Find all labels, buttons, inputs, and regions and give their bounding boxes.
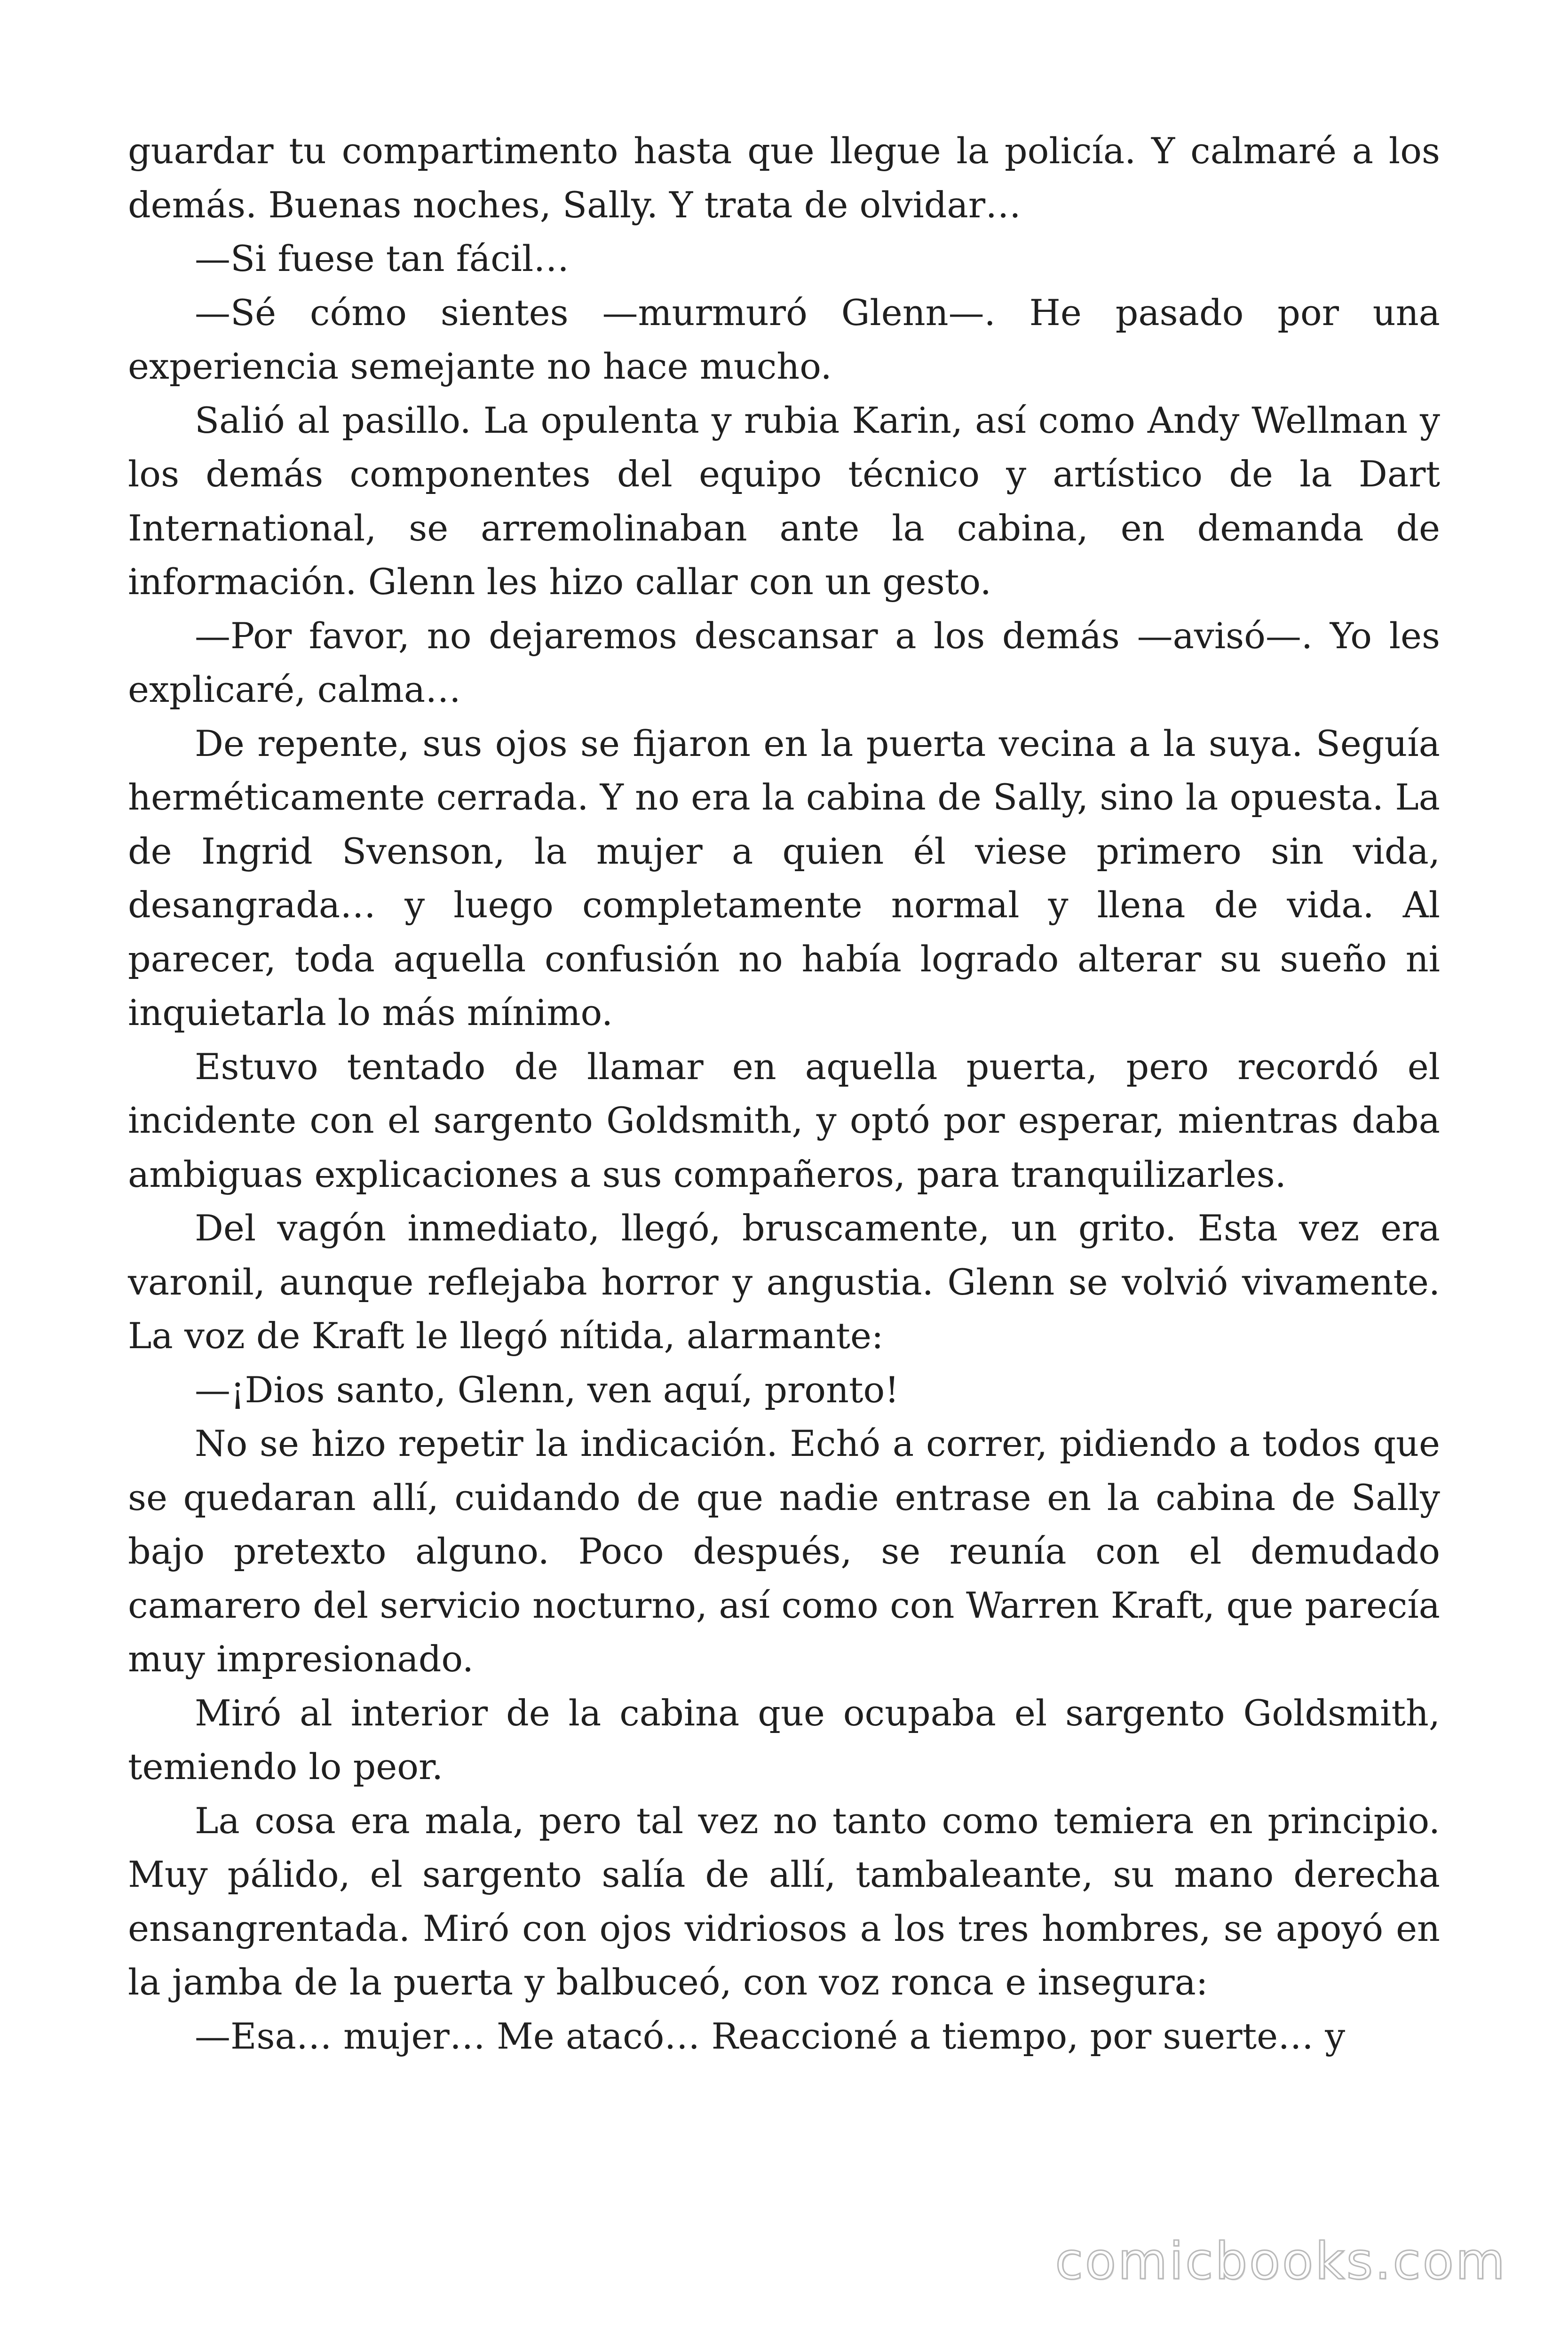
- paragraph: Salió al pasillo. La opulenta y rubia Karin, así como Andy Wellman y los demás componentes del equipo técnico y artístico de la Dart International, se arremolinaban ante la cabina, en demanda de información. Glenn les hizo callar con un gesto.: [128, 399, 1440, 603]
- paragraph: No se hizo repetir la indicación. Echó a correr, pidiendo a todos que se quedaran allí, cuidando de que nadie entrase en la cabina de Sally bajo pretexto alguno. Poco después, se reunía con el demudado camarero del servicio nocturno, así como con Warren Kraft, que parecía muy impresionado.: [128, 1422, 1440, 1680]
- paragraph: Miró al interior de la cabina que ocupaba el sargento Goldsmith, temiendo lo peor.: [128, 1692, 1440, 1788]
- paragraph: —Si fuese tan fácil…: [195, 238, 570, 279]
- paragraph: —Sé cómo sientes —murmuró Glenn—. He pasado por una experiencia semejante no hace mucho.: [128, 291, 1440, 387]
- paragraph: Estuvo tentado de llamar en aquella puerta, pero recordó el incidente con el sargento Goldsmith, y optó por esperar, mientras daba ambiguas explicaciones a sus compañeros, para tranquilizarles.: [128, 1045, 1440, 1195]
- paragraph-last-line: —Esa… mujer… Me atacó… Reaccioné a tiempo, por suerte… y: [195, 2015, 1346, 2057]
- watermark: comicbooks.com: [1055, 2232, 1507, 2291]
- paragraph: guardar tu compartimento hasta que llegue la policía. Y calmaré a los demás. Buenas noches, Sally. Y trata de olvidar…: [128, 130, 1440, 226]
- paragraph: —Por favor, no dejaremos descansar a los demás —avisó—. Yo les explicaré, calma…: [128, 614, 1440, 710]
- book-page-text: [128, 124, 1440, 2063]
- paragraph: —¡Dios santo, Glenn, ven aquí, pronto!: [195, 1368, 899, 1411]
- paragraph: La cosa era mala, pero tal vez no tanto como temiera en principio. Muy pálido, el sargento salía de allí, tambaleante, su mano derecha ensangrentada. Miró con ojos vidriosos a los tres hombres, se apoyó en la jamba de la puerta y balbuceó, con voz ronca e insegura:: [128, 1799, 1440, 2003]
- paragraph: De repente, sus ojos se fijaron en la puerta vecina a la suya. Seguía herméticamente cerrada. Y no era la cabina de Sally, sino la opuesta. La de Ingrid Svenson, la mujer a quien él viese primero sin vida, desangrada… y luego completamente normal y llena de vida. Al parecer, toda aquella confusión no había logrado alterar su sueño ni inquietarla lo más mínimo.: [128, 722, 1440, 1033]
- paragraph: Del vagón inmediato, llegó, bruscamente, un grito. Esta vez era varonil, aunque reflejaba horror y angustia. Glenn se volvió vivamente. La voz de Kraft le llegó nítida, alarmante:: [128, 1207, 1440, 1357]
